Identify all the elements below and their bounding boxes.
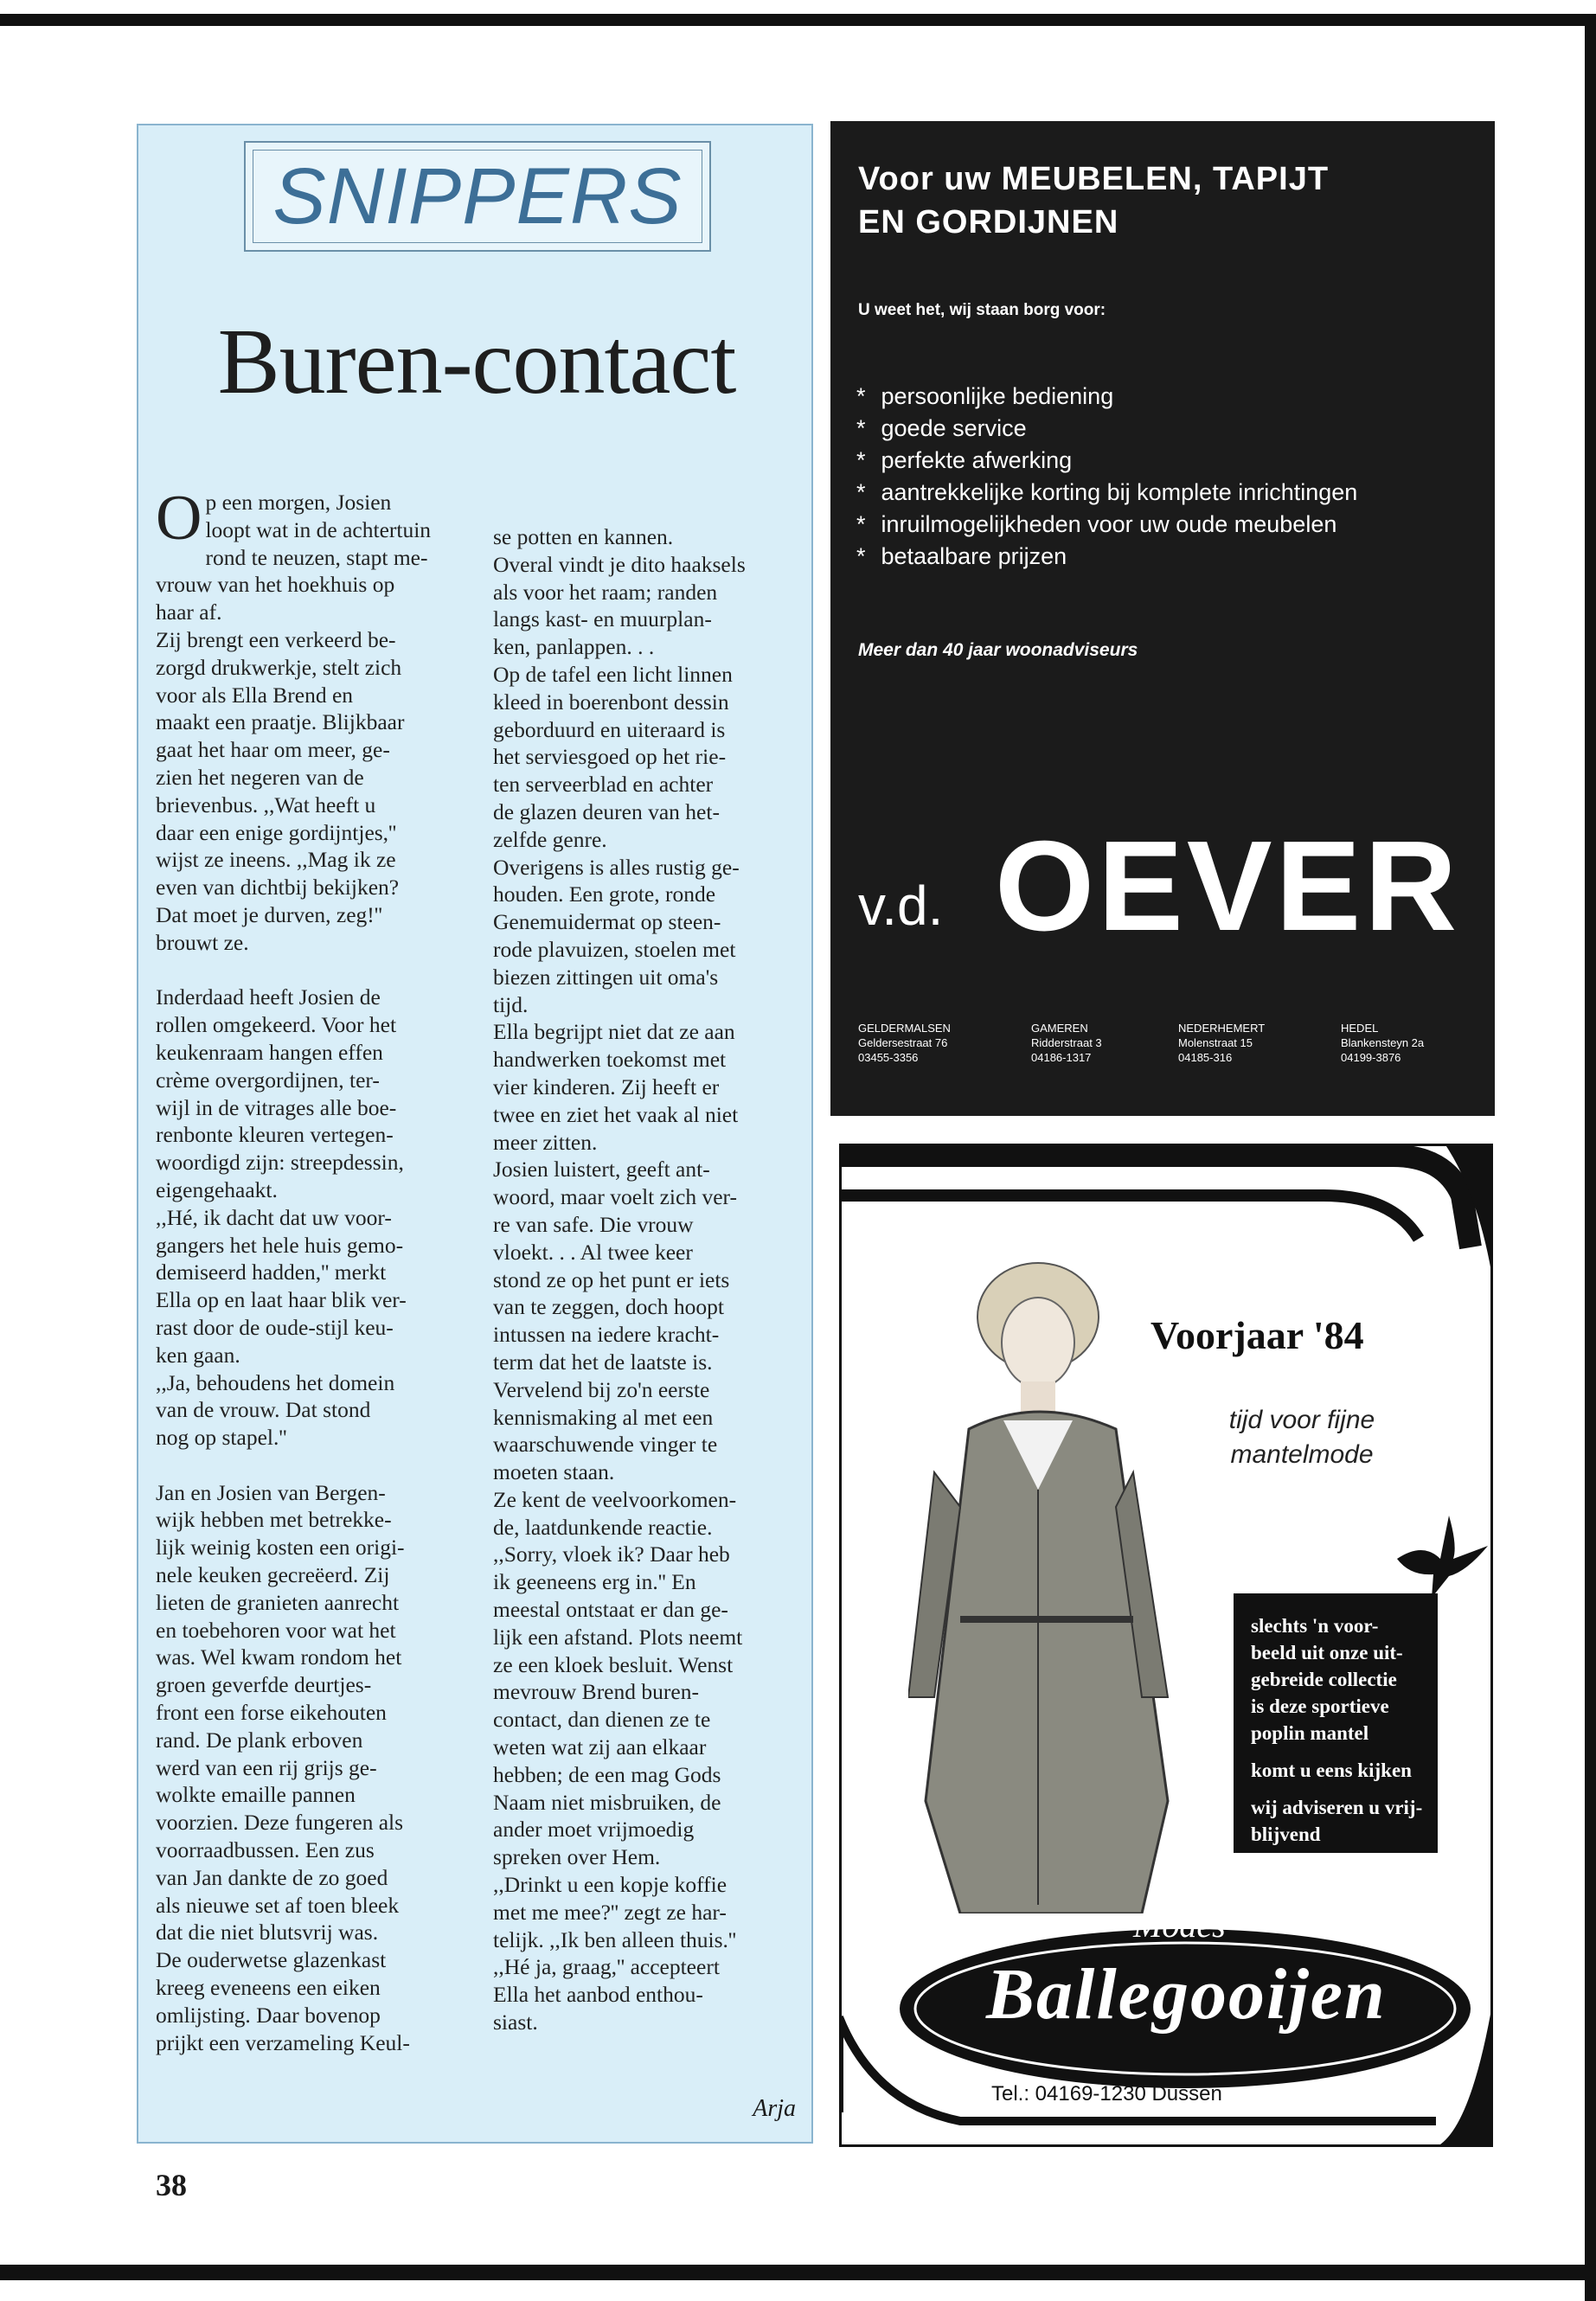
paragraph-text: p een morgen, Josien loopt wat in de achtertuin rond te neuzen, stapt me- vrouw van het hoekhuis op haar af. Zij brengt een verkeerd be- zorgd drukwerkje, stelt zich voor als Ella Brend en maakt een praatje. Blijkbaar gaat het haar om meer, ge- zien het negeren van de brievenbus. ,,Wat heeft u daar een enige gordijntjes,'' wijst ze ineens. ,,Mag ik ze even van dichtbij bekijken? Dat moet je durven, zeg!'' brouwt ze. — [156, 490, 432, 955]
branch-town: NEDERHEMERT — [1178, 1022, 1266, 1035]
dropcap: O — [156, 483, 202, 554]
branch-phone: 03455-3356 — [858, 1051, 919, 1064]
promo-text: slechts 'n voor- beeld uit onze uit- gebreide collectie is deze sportieve poplin mantel — [1251, 1615, 1403, 1744]
branch-address — [1178, 1021, 1265, 1065]
article-paragraph: Jan en Josien van Bergen- wijk hebben met betrekke- lijk weinig kosten een origi- nele keuken gecreëerd. Zij lieten de granieten aanrecht en toebehoren voor wat het was. Wel kwam rondom het groen geverfde deurtjes- front een forse eikehouten rand. De plank erboven werd van een rij grijs ge- wolkte emaille pannen voorzien. Deze fungeren als voorraadbussen. Een zus van Jan dankte de zo goed als nieuwe set af toen bleek dat die niet blutsvrij was. De ouderwetse glazenkast kreeg eveneens een eiken omlijsting. Daar bovenop prijkt een verzameling Keul- — [156, 1479, 410, 2055]
author-signature: Arja — [753, 2095, 796, 2122]
brand-prefix: v.d. — [858, 875, 944, 937]
list-item: * perfekte afwerking — [856, 445, 1357, 477]
page-right-border — [1585, 14, 1596, 2301]
ad-title-line-2: EN GORDIJNEN — [858, 204, 1119, 240]
tagline-line-1: tijd voor fijne — [1228, 1406, 1375, 1434]
page-top-border — [0, 14, 1596, 26]
article-paragraph: se potten en kannen. Overal vindt je dito haaksels als voor het raam; randen langs kast- en muurplan- ken, panlappen. . . Op de tafel een licht linnen kleed in boerenbont dessin geborduurd en uiteraard is het serviesgoed op het rie- ten serveerblad en achter de glazen deuren van het- zelfde genre. Overigens is alles rustig ge- houden. Een grote, ronde Genemuidermat op steen- rode plavuizen, stoelen met biezen zittingen uit oma's tijd. Ella begrijpt niet dat ze aan handwerken toekomst met vier kinderen. Zij heeft er twee en ziet het vaak al niet meer zitten. Josien luistert, geeft ant- woord, maar voelt zich ver- re van safe. Die vrouw vloekt. . . Al twee keer stond ze op het punt er iets van te zeggen, doch hoopt intussen na iedere kracht- term dat het de laatste is. Vervelend bij zo'n eerste kennismaking al met een waarschuwende vinger te moeten staan. Ze kent de veelvoorkomen- de, laatdunkende reactie. ,,Sorry, vloek ik? Daar heb ik geeneens erg in.'' En meestal ontstaat er dan ge- lijk een afstand. Plots neemt ze een kloek besluit. Wenst mevrouw Brend buren- contact, dan dienen ze te weten wat zij aan elkaar hebben; de een mag Gods Naam niet misbruiken, de ander moet vrijmoedig spreken over Hem. ,,Drinkt u een kopje koffie met me mee?'' zegt ze har- telijk. ,,Ik ben alleen thuis.'' ,,Hé ja, graag,'' accepteert Ella het aanbod enthou- siast. — [493, 524, 746, 2035]
branch-address — [1341, 1021, 1424, 1065]
season-heading: Voorjaar '84 — [1151, 1313, 1364, 1357]
list-item: * persoonlijke bediening — [856, 381, 1357, 413]
promo-text: wij adviseren u vrij- blijvend — [1251, 1797, 1423, 1845]
ad-tagline — [1202, 1403, 1401, 1472]
branch-phone: 04185-316 — [1178, 1051, 1233, 1064]
tagline-line-2: mantelmode — [1230, 1440, 1374, 1469]
branch-address — [1031, 1021, 1102, 1065]
furniture-advertisement — [830, 121, 1495, 1116]
section-label: SNIPPERS — [253, 150, 702, 243]
article-column-1 — [156, 483, 458, 2084]
list-item: * goede service — [856, 413, 1357, 445]
logo-subtitle: Modes — [1133, 1906, 1226, 1945]
branch-street: Geldersestraat 76 — [858, 1036, 948, 1049]
promo-box — [1234, 1593, 1438, 1853]
list-item: * inruilmogelijkheden voor uw oude meubelen — [856, 509, 1357, 541]
ad-title — [858, 157, 1481, 244]
fashion-advertisement — [839, 1144, 1493, 2147]
bird-icon — [1388, 1507, 1492, 1602]
branch-phone: 04199-3876 — [1341, 1051, 1401, 1064]
brand-name: OEVER — [995, 815, 1461, 958]
branch-street: Molenstraat 15 — [1178, 1036, 1253, 1049]
article-panel — [137, 124, 813, 2144]
article-headline: Buren-contact — [217, 311, 736, 413]
ad-title-line-1: Voor uw MEUBELEN, TAPIJT — [858, 161, 1330, 197]
branch-town: HEDEL — [1341, 1022, 1379, 1035]
list-item: * betaalbare prijzen — [856, 541, 1357, 573]
section-label-box — [244, 141, 711, 252]
store-logo: Ballegooijen — [986, 1954, 1387, 2035]
article-column-2 — [493, 523, 804, 2064]
article-paragraph: Inderdaad heeft Josien de rollen omgekeerd. Voor het keukenraam hangen effen crème overgordijnen, ter- wijl in de vitrages alle boe- renbonte kleuren vertegen- woordigd zijn: streepdessin, eigengehaakt. ,,Hé, ik dacht dat uw voor- gangers het hele huis gemo- demiseerd hadden,'' merkt Ella op en laat haar blik ver- rast door de oude-stijl keu- ken gaan. ,,Ja, behoudens het domein van de vrouw. Dat stond nog op stapel.'' — [156, 984, 407, 1451]
branch-street: Blankensteyn 2a — [1341, 1036, 1425, 1049]
benefit-list — [856, 381, 1357, 573]
ad-tagline: Meer dan 40 jaar woonadviseurs — [858, 640, 1138, 660]
store-phone: Tel.: 04169-1230 Dussen — [991, 2082, 1222, 2106]
branch-phone: 04186-1317 — [1031, 1051, 1092, 1064]
promo-text: komt u eens kijken — [1251, 1759, 1412, 1781]
branch-town: GAMEREN — [1031, 1022, 1088, 1035]
page-number: 38 — [156, 2168, 187, 2202]
branch-town: GELDERMALSEN — [858, 1022, 951, 1035]
page-bottom-border — [0, 2265, 1596, 2280]
list-item: * aantrekkelijke korting bij komplete inrichtingen — [856, 477, 1357, 509]
branch-address — [858, 1021, 951, 1065]
ad-intro: U weet het, wij staan borg voor: — [858, 301, 1106, 319]
article-paragraph — [156, 483, 458, 957]
branch-street: Ridderstraat 3 — [1031, 1036, 1102, 1049]
